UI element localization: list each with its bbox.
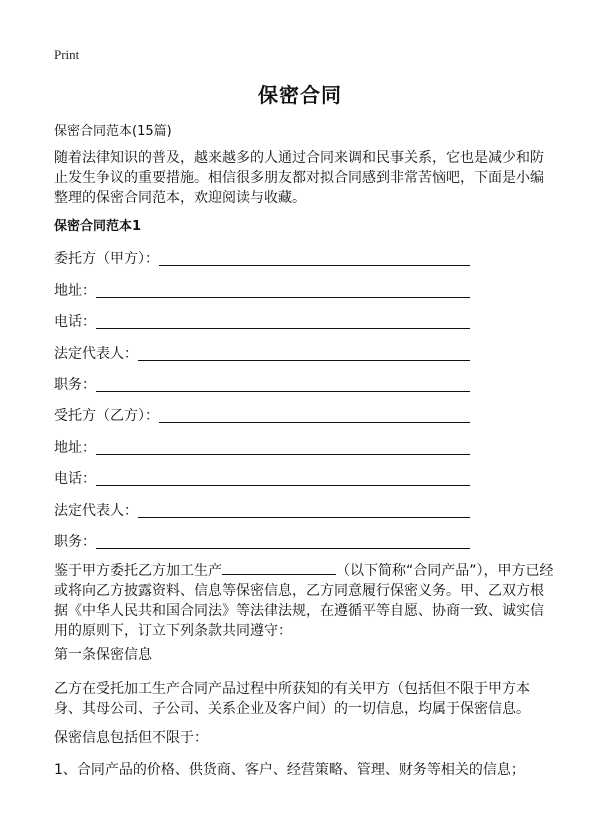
field-row-client: [54, 246, 470, 268]
field-row-phone-2: [54, 466, 470, 488]
field-row-legal-rep: [54, 341, 470, 363]
document-subtitle: 保密合同范本(15篇): [54, 124, 172, 139]
field-row-legal-rep-2: [54, 498, 470, 520]
fill-in-line: [96, 296, 470, 298]
field-label: 委托方（甲方）：: [54, 251, 159, 267]
article-1-body: 乙方在受托加工生产合同产品过程中所获知的有关甲方（包括但不限于甲方本身、其母公司、子公司、关系企业及客户间）的一切信息，均属于保密信息。: [54, 681, 530, 717]
field-label: 职务：: [54, 377, 96, 393]
intro-paragraph: 随着法律知识的普及，越来越多的人通过合同来调和民事关系，它也是减少和防止发生争议的重要措施。相信很多朋友都对拟合同感到非常苦恼吧，下面是小编整理的保密合同范本，欢迎阅读与收藏。: [54, 150, 544, 206]
preamble-text-rest: （以下简称“合同产品”），甲方已经或将向乙方披露资料、信息等保密信息，乙方同意履行保密义务。甲、乙双方根据《中华人民共和国合同法》等法律法规，在遵循平等自愿、协商一致、诚实信用的原则下，订立下列条款共同遵守：: [54, 563, 554, 639]
field-label: 地址：: [54, 283, 96, 299]
fill-in-line: [159, 264, 470, 266]
fill-in-line: [96, 547, 470, 549]
confidential-scope-intro: 保密信息包括但不限于：: [54, 730, 208, 746]
field-row-trustee: [54, 403, 470, 425]
preamble-paragraph: [54, 560, 554, 641]
field-row-phone: [54, 309, 470, 331]
list-item: 1、合同产品的价格、供货商、客户、经营策略、管理、财务等相关的信息；: [54, 762, 525, 778]
preamble-text-start: 鉴于甲方委托乙方加工生产: [54, 563, 222, 579]
fill-in-line: [96, 327, 470, 329]
fill-in-line: [96, 390, 470, 392]
field-label: 地址：: [54, 440, 96, 456]
field-label: 法定代表人：: [54, 503, 138, 519]
field-label: 电话：: [54, 471, 96, 487]
fill-in-line: [138, 516, 470, 518]
fill-in-line: [96, 484, 470, 486]
fill-in-line: [96, 453, 470, 455]
field-row-address-2: [54, 435, 470, 457]
field-label: 受托方（乙方）：: [54, 408, 159, 424]
print-link[interactable]: Print: [54, 47, 80, 62]
section-heading: 保密合同范本1: [54, 219, 142, 234]
field-label: 职务：: [54, 534, 96, 550]
article-1-title: 第一条保密信息: [54, 647, 152, 663]
field-row-address: [54, 278, 470, 300]
fill-in-line: [159, 421, 470, 423]
field-label: 电话：: [54, 314, 96, 330]
field-row-position-2: [54, 529, 470, 551]
page-title: 保密合同: [258, 83, 342, 107]
field-row-position: [54, 372, 470, 394]
field-label: 法定代表人：: [54, 346, 138, 362]
fill-in-line: [138, 359, 470, 361]
product-blank-line: [222, 560, 336, 575]
